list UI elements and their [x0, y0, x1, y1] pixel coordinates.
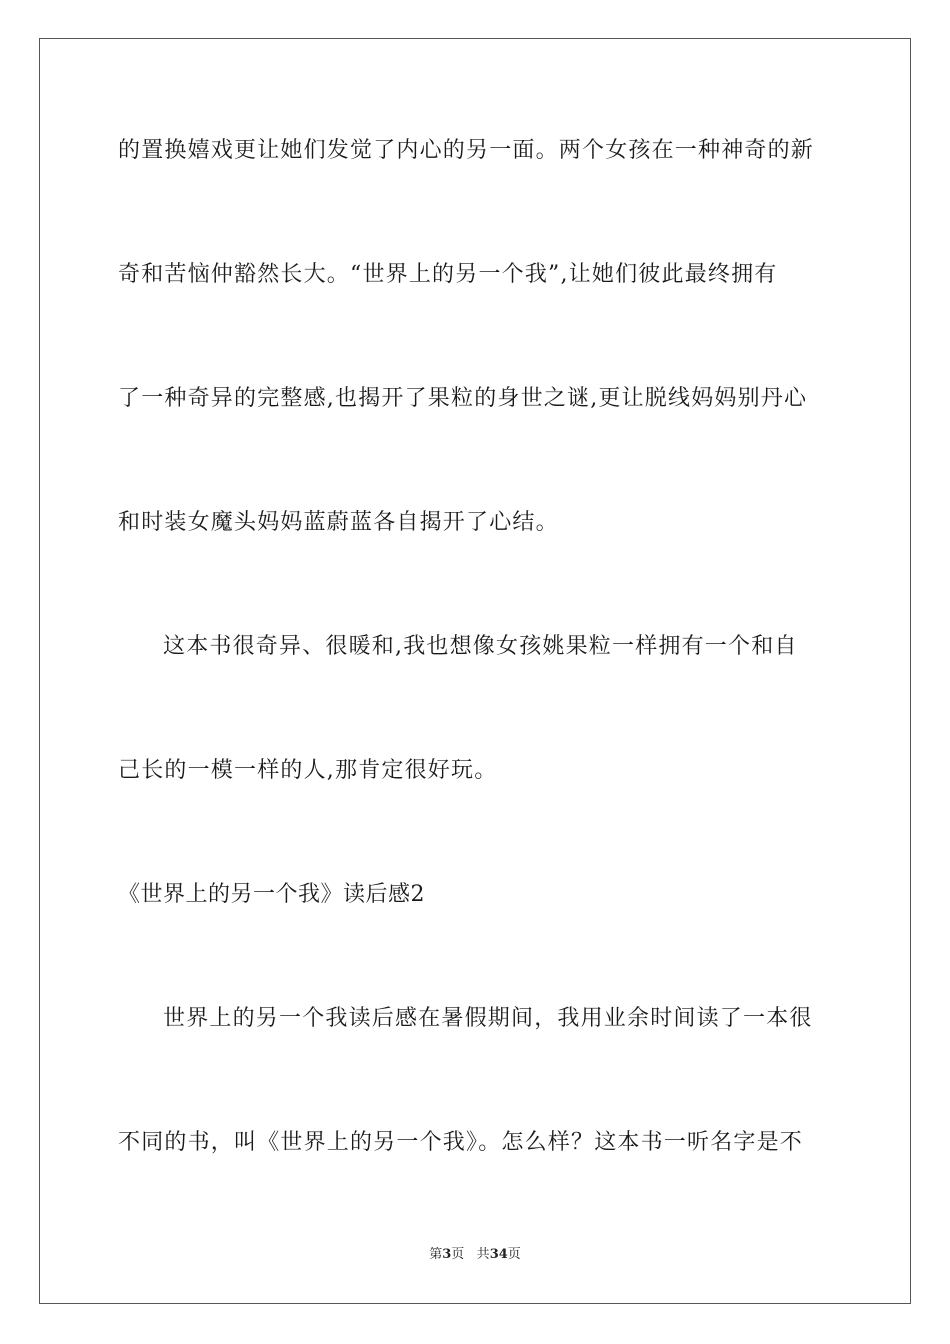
total-page-count: 34 — [489, 1247, 508, 1262]
footer-total-prefix: 共 — [476, 1247, 490, 1262]
text-line-9: 不同的书，叫《世界上的另一个我》。怎么样？这本书一听名字是不 — [118, 1130, 804, 1155]
text-line-4: 和时装女魔头妈妈蓝蔚蓝各自揭开了心结。 — [118, 510, 559, 535]
footer-page-suffix: 页 — [451, 1247, 465, 1262]
current-page-number: 3 — [442, 1247, 452, 1262]
text-line-8: 世界上的另一个我读后感在暑假期间，我用业余时间读了一本很 — [163, 1006, 813, 1031]
text-line-6: 己长的一模一样的人,那肯定很好玩。 — [118, 758, 498, 783]
text-line-1: 的置换嬉戏更让她们发觉了内心的另一面。两个女孩在一种神奇的新 — [118, 138, 815, 163]
footer-total-suffix: 页 — [507, 1247, 521, 1262]
section-heading: 《世界上的另一个我》读后感2 — [118, 882, 425, 907]
footer-prefix: 第 — [429, 1247, 443, 1262]
text-line-2: 奇和苦恼仲豁然长大。“世界上的另一个我”,让她们彼此最终拥有 — [118, 262, 778, 287]
page-footer — [0, 1246, 950, 1264]
text-line-3: 了一种奇异的完整感,也揭开了果粒的身世之谜,更让脱线妈妈别丹心 — [118, 386, 808, 411]
text-line-5: 这本书很奇异、很暖和,我也想像女孩姚果粒一样拥有一个和自 — [163, 634, 798, 659]
page-frame — [39, 38, 911, 1304]
